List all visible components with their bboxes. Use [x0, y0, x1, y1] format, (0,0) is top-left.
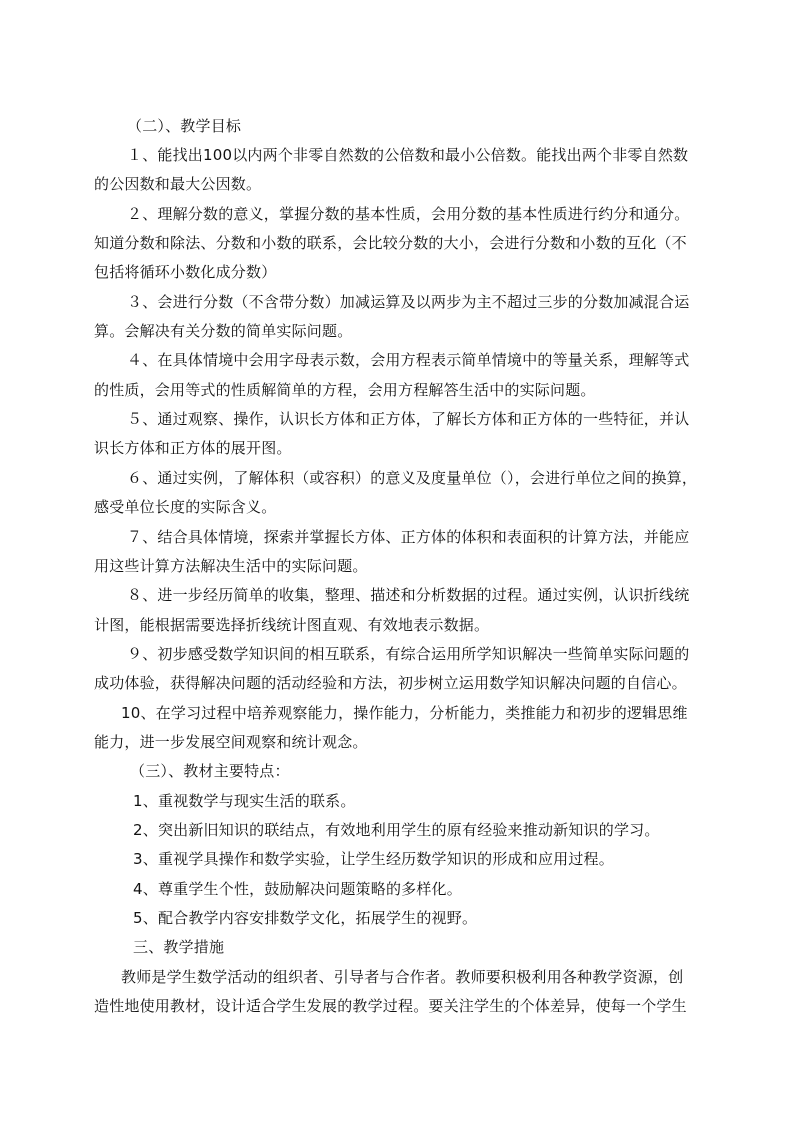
goal-4-line-2: 的性质，会用等式的性质解简单的方程，会用方程解答生活中的实际问题。 — [94, 381, 596, 399]
goal-6-line-1: ６、通过实例，了解体积（或容积）的意义及度量单位（），会进行单位之间的换算， — [127, 469, 698, 487]
goal-1-line-2: 的公因数和最大公因数。 — [94, 175, 262, 193]
goal-2-line-2: 知道分数和除法、分数和小数的联系，会比较分数的大小，会进行分数和小数的互化（不 — [94, 234, 687, 252]
section-heading-textbook-features: （三）、教材主要特点： — [130, 762, 290, 780]
goal-6-line-2: 感受单位长度的实际含义。 — [94, 498, 277, 516]
goal-9-line-2: 成功体验，获得解决问题的活动经验和方法，初步树立运用数学知识解决问题的自信心。 — [94, 674, 687, 692]
goal-2-line-3: 包括将循环小数化成分数） — [94, 263, 277, 281]
feature-2: 2、突出新旧知识的联结点，有效地利用学生的原有经验来推动新知识的学习。 — [133, 821, 660, 839]
feature-4: 4、尊重学生个性，鼓励解决问题策略的多样化。 — [133, 880, 462, 898]
goal-10-line-2: 能力，进一步发展空间观察和统计观念。 — [94, 733, 368, 751]
measures-paragraph-line-1: 教师是学生数学活动的组织者、引导者与合作者。教师要积极利用各种教学资源，创 — [121, 968, 684, 986]
goal-7-line-1: ７、结合具体情境，探索并掌握长方体、正方体的体积和表面积的计算方法，并能应 — [127, 528, 690, 546]
goal-10-line-1: 10、在学习过程中培养观察能力，操作能力，分析能力，类推能力和初步的逻辑思维 — [121, 704, 688, 722]
goal-7-line-2: 用这些计算方法解决生活中的实际问题。 — [94, 557, 368, 575]
goal-5-line-2: 识长方体和正方体的展开图。 — [94, 439, 292, 457]
goal-9-line-1: ９、初步感受数学知识间的相互联系，有综合运用所学知识解决一些简单实际问题的 — [127, 645, 690, 663]
goal-3-line-1: ３、会进行分数（不含带分数）加减运算及以两步为主不超过三步的分数加减混合运 — [127, 293, 690, 311]
goal-3-line-2: 算。会解决有关分数的简单实际问题。 — [94, 322, 353, 340]
section-heading-teaching-measures: 三、教学措施 — [133, 938, 225, 956]
feature-3: 3、重视学具操作和数学实验，让学生经历数学知识的形成和应用过程。 — [133, 850, 614, 868]
goal-8-line-1: ８、进一步经历简单的收集，整理、描述和分析数据的过程。通过实例，认识折线统 — [127, 586, 690, 604]
goal-8-line-2: 计图，能根据需要选择折线统计图直观、有效地表示数据。 — [94, 616, 490, 634]
goal-5-line-1: ５、通过观察、操作，认识长方体和正方体，了解长方体和正方体的一些特征，并认 — [127, 410, 690, 428]
goal-1-line-1: １、能找出100以内两个非零自然数的公倍数和最小公倍数。能找出两个非零自然数 — [127, 146, 689, 164]
section-heading-teaching-goals: （二）、教学目标 — [127, 117, 242, 135]
goal-4-line-1: ４、在具体情境中会用字母表示数，会用方程表示简单情境中的等量关系，理解等式 — [127, 351, 690, 369]
feature-5: 5、配合教学内容安排数学文化，拓展学生的视野。 — [133, 909, 478, 927]
feature-1: 1、重视数学与现实生活的联系。 — [133, 792, 356, 810]
goal-2-line-1: ２、理解分数的意义，掌握分数的基本性质，会用分数的基本性质进行约分和通分。 — [127, 205, 690, 223]
measures-paragraph-line-2: 造性地使用教材，设计适合学生发展的教学过程。要关注学生的个体差异，使每一个学生 — [94, 997, 687, 1015]
